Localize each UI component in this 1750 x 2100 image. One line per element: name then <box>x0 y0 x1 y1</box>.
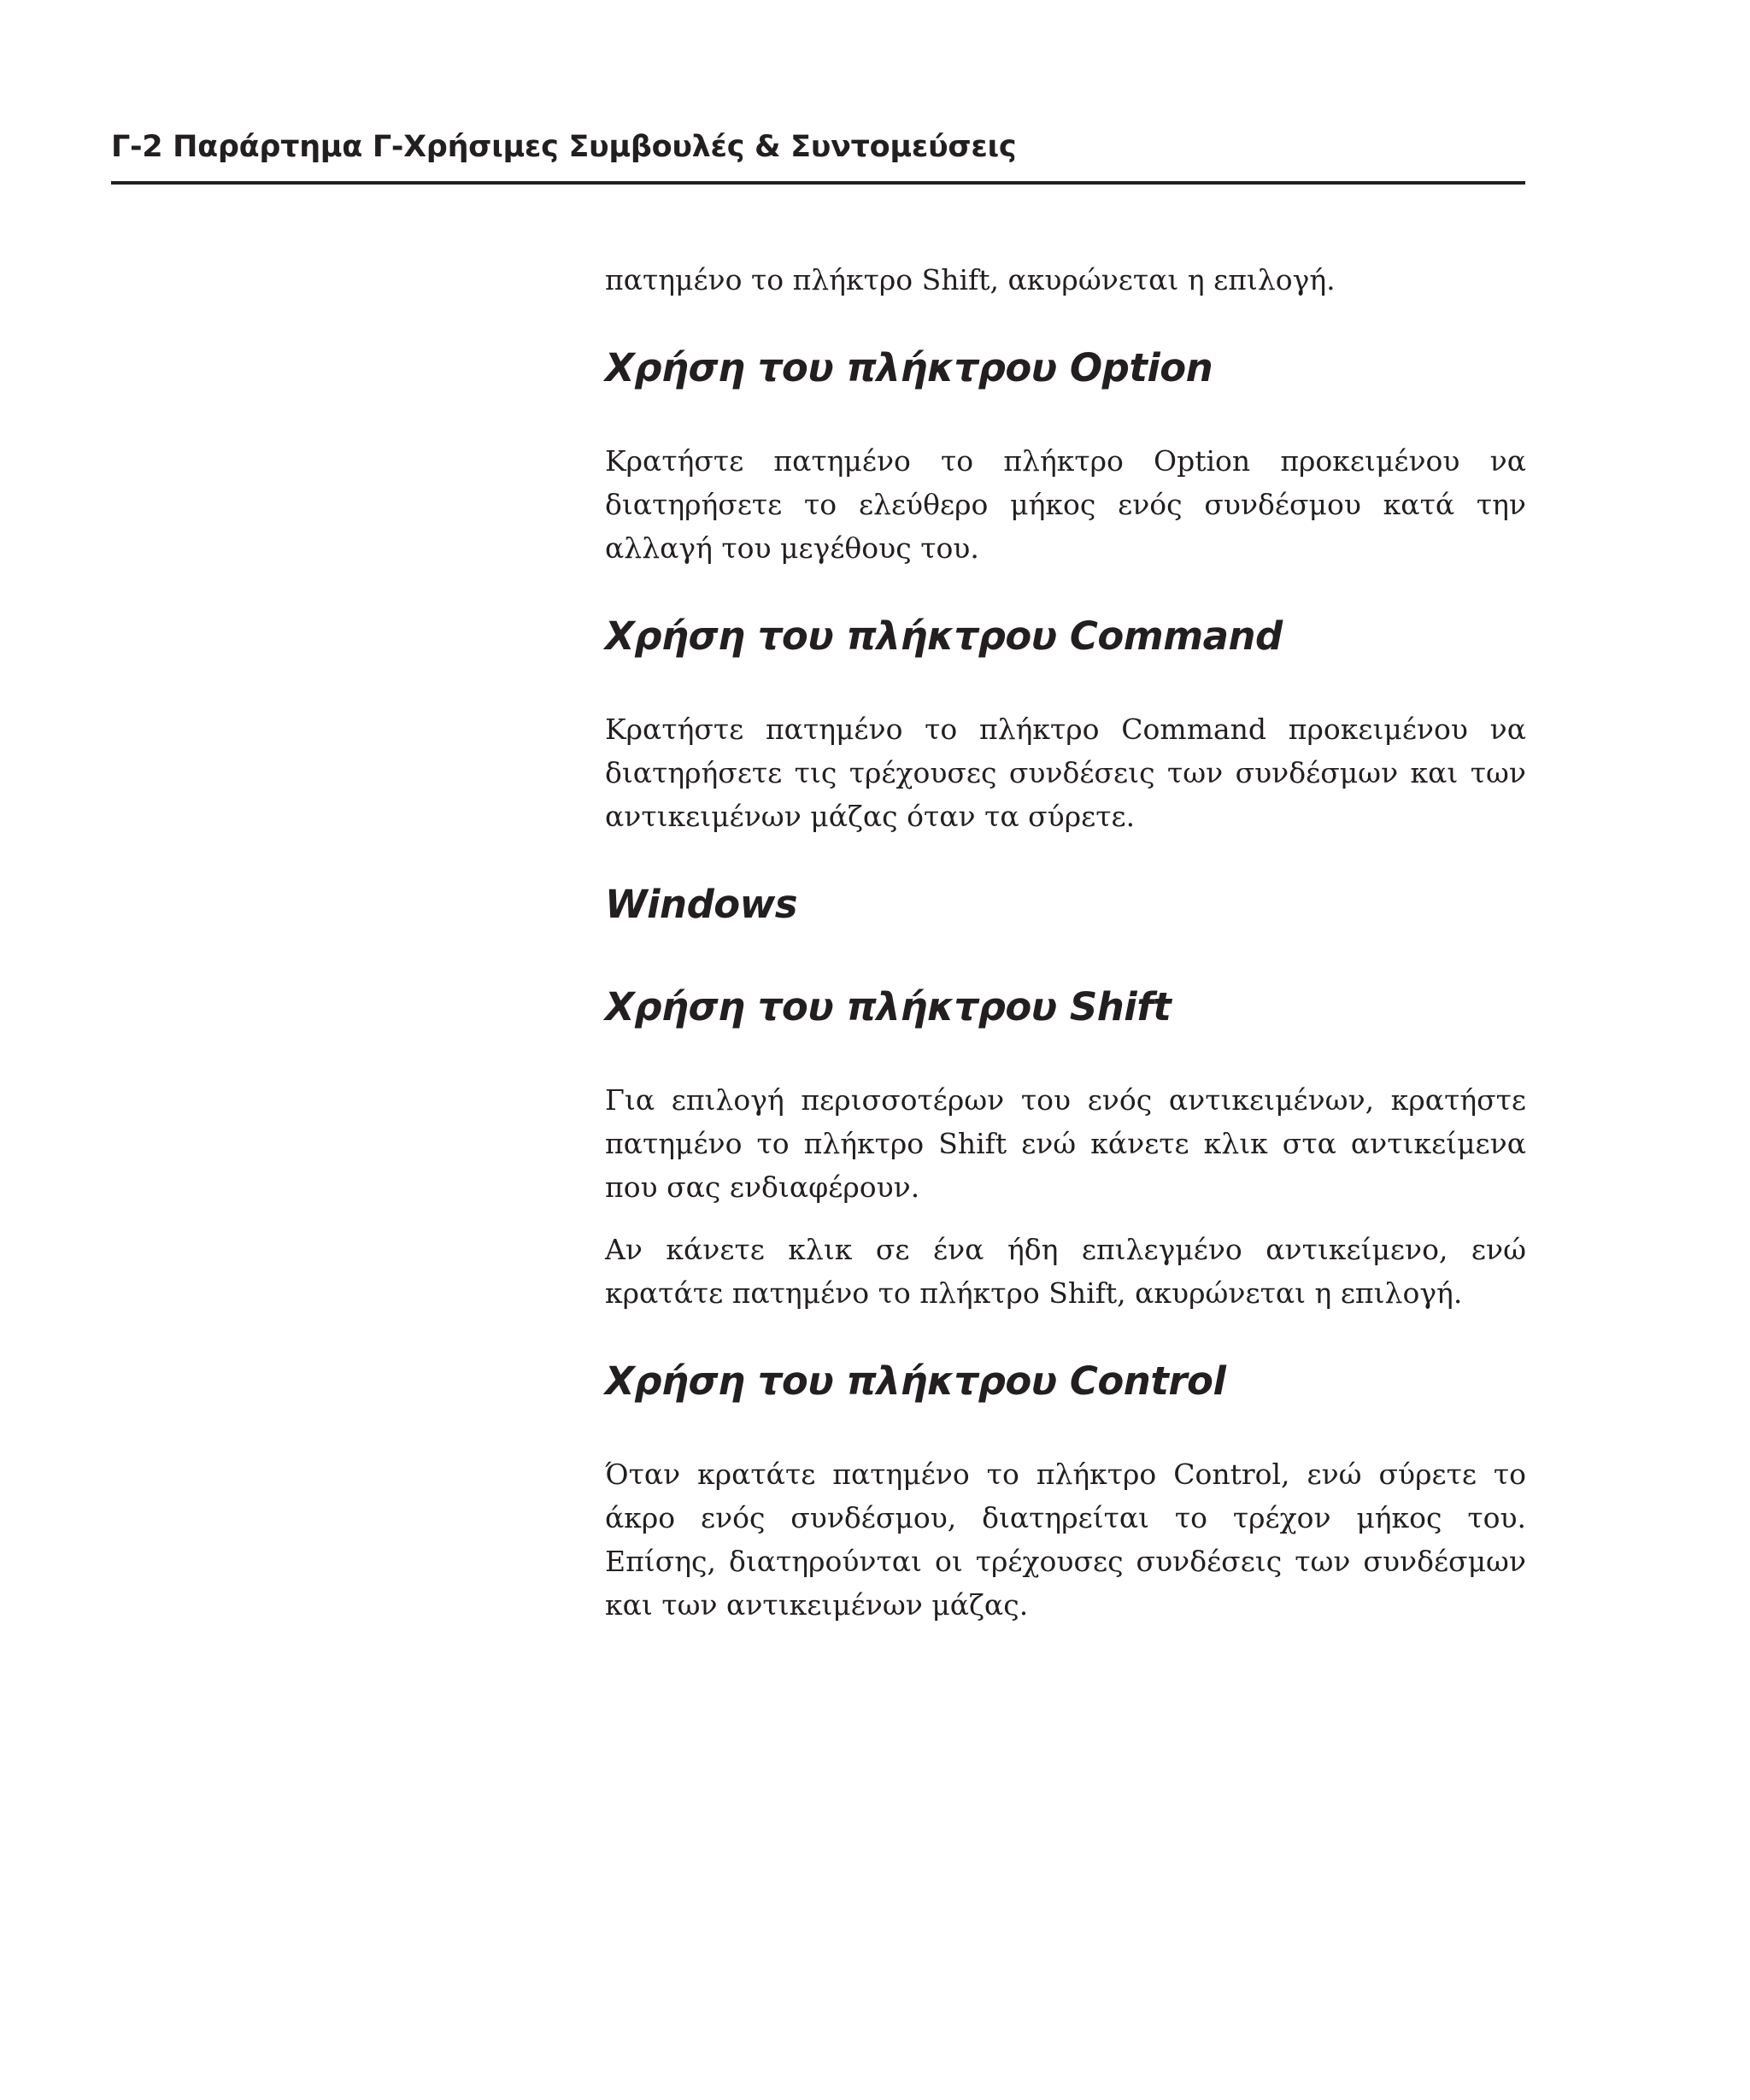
page-header <box>111 128 1525 185</box>
command-key-heading: Χρήση του πλήκτρου Command <box>605 613 1283 659</box>
shift-key-heading: Χρήση του πλήκτρου Shift <box>605 984 1172 1029</box>
control-key-heading: Χρήση του πλήκτρου Control <box>605 1358 1226 1404</box>
option-key-heading: Χρήση του πλήκτρου Option <box>605 345 1213 390</box>
control-key-paragraph: Όταν κρατάτε πατημένο το πλήκτρο Control, ενώ σύρετε το άκρο ενός συνδέσμου, διατηρείται το τρέχον μήκος του. Επίσης, διατηρούνται οι τρέχουσες συνδέσεις των συνδέσμων και των αντικειμένων μάζας. <box>605 1458 1526 1622</box>
option-key-paragraph: Κρατήστε πατημένο το πλήκτρο Option προκειμένου να διατηρήσετε το ελεύθερο μήκος ενός συνδέσμου κατά την αλλαγή του μεγέθους του. <box>605 444 1526 565</box>
shift-key-paragraph-1: Για επιλογή περισσοτέρων του ενός αντικειμένων, κρατήστε πατημένο το πλήκτρο Shift ενώ κάνετε κλικ στα αντικείμενα που σας ενδιαφέρουν. <box>605 1083 1526 1204</box>
page-content <box>605 258 1526 1627</box>
running-title: Γ-2 Παράρτημα Γ-Χρήσιμες Συμβουλές & Συντομεύσεις <box>111 130 1017 164</box>
command-key-paragraph: Κρατήστε πατημένο το πλήκτρο Command προκειμένου να διατηρήσετε τις τρέχουσες συνδέσεις των συνδέσμων και των αντικειμένων μάζας όταν τα σύρετε. <box>605 713 1526 833</box>
windows-section-heading: Windows <box>605 882 798 927</box>
shift-key-paragraph-2: Αν κάνετε κλικ σε ένα ήδη επιλεγμένο αντικείμενο, ενώ κρατάτε πατημένο το πλήκτρο Shift, ακυρώνεται η επιλογή. <box>605 1233 1526 1310</box>
intro-paragraph: πατημένο το πλήκτρο Shift, ακυρώνεται η επιλογή. <box>605 263 1336 296</box>
